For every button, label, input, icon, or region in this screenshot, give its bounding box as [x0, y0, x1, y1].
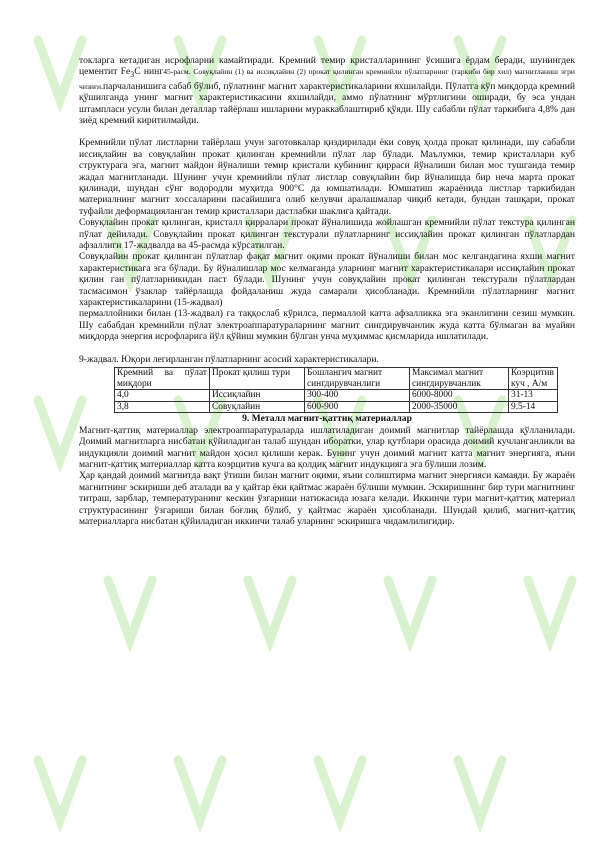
table-header-cell: Бошлангич магнит сингдирувчанлиги — [305, 368, 410, 390]
watermark-mark — [318, 760, 362, 820]
watermark-mark — [38, 760, 82, 820]
table-cell: Иссиқлайин — [210, 390, 305, 402]
table-caption: 9-жадвал. Юқори легирланган пўлатларнинг асосий характеристикалари. — [79, 353, 379, 365]
paragraph-hard-magnetic-materials: Магнит-қаттиқ материаллар электроаппаратураларда ишлатиладиган доимий магнитлар тайёрлашда қўлланилади. Доимий магнитларга нисбатан қўйиладиган талаб шундан иборатки, улар қутблари орасида доимий кучланганликли ва индукцияли доимий магнит майдон ҳосил қилиши керак. Бунинг учун доимий магнит катта магнит энергияга, яъни магнит-қаттиқ материаллар катта коэрцитив кучга ва қолдиқ магнит индукцияга эга бўлиши лозим. — [79, 424, 575, 471]
paragraph-textured-steel: Совуқлайин прокат қилинган, кристалл қирралари прокат йўналишида жойлашган кремнийли пўлат текстура қилинган пўлат дейилади. Совуқлайин прокат қилинган текстурали пўлатларнинг иссиқлайин прокат қилинган пўлатлардан афзаллиги 17-жадвалда ва 45-расмда кўрсатилган. — [79, 217, 575, 251]
watermark-mark — [528, 580, 572, 640]
table-header-cell: Кремний ва пўлат миқдори — [115, 368, 210, 390]
table-header-row — [115, 368, 558, 390]
watermark-mark — [38, 400, 82, 460]
table-cell: 9.5-14 — [509, 401, 558, 413]
table-cell: 2000-35000 — [410, 401, 509, 413]
text-part: парчаланишига сабаб бўлиб, пўлатнинг магнит характеристикаларини яхшилайди. Пўлатга кўп миқдорда кремний қўшилганда унинг магнит характеристикасини яхшилайди, аммо пўлатнинг мўртлигини оширади, бу эса ундан штампласи усули билан деталлар тайёрлаш ишларини мураккаблаштириб қўяди. Шу сабабли пўлат таркибига 4,8% дан зиёд кремний киритилмайди. — [79, 80, 575, 126]
table-header-cell: Коэрцитив куч , А/м — [509, 368, 558, 390]
subscript: 3 — [130, 70, 135, 80]
watermark-mark — [458, 760, 502, 820]
paragraph-cold-rolled: Совуқлайин прокат қилинган пўлатлар фақат магнит оқими прокат йўналиши билан мос келгандагина яхши магнит характеристикага эга бўлади. Бу йўналишлар мос келмаганда уларнинг магнит характеристикалари иссиқлайин прокат қилин ган пўлатларникидан паст бўлади. Шунинг учун совуқлайин прокат қилинган текстурали пўлатлардан тасмасимон ўзаклар тайёрлашда фойдаланиш жуда самарали ҳисобланади. Кремнийли пўлатларнинг магнит характеристикаларини (15-жадвал) — [79, 251, 575, 309]
text-part: C нинг — [134, 66, 164, 78]
watermark-mark — [388, 580, 432, 640]
watermark-mark — [108, 580, 152, 640]
watermark-mark — [248, 580, 292, 640]
paragraph-silicon-effects — [79, 55, 575, 126]
table-header-cell: Прокат қилиш тури — [210, 368, 305, 390]
paragraph-sheet-production: Кремнийли пўлат листларни тайёрлаш учун заготовкалар қиздирилади ёки совуқ ҳолда прокат қилинади, шу сабабли иссиқлайин ва совуқлайин прокат қилинган кремнийли пўлат лар бўлади. Маълумки, темир кристаллари куб структурага эга, магнит майдон йўналиши темир кристали кубининг қирраси йўналиши билан мос тушганда темир жадал магнитланади. Шунинг учун кремнийли пўлат листлар совуқлайин бир йўналишда бир неча марта прокат қилинади, шундан сўнг водородли муҳитда 900°С да юмшатилади. Юмшатиш жараёнида листлар таркибидан материалнинг магнит хоссаларини пасайишига олиб келувчи аралашмалар чиқиб кетади, бундан ташқари, прокат туфайли деформацияланган темир кристаллари дастлабки шаклига қайтади. — [79, 137, 575, 217]
text-part: токларга кетадиган исрофларни камайтиради. Кремний темир кристалларининг ўсишига ёрдам беради, шунингдек цементит Fe — [79, 55, 575, 78]
table-cell: 4,0 — [115, 390, 210, 402]
table-header-cell: Максимал магнит сингдирувчанлик — [410, 368, 509, 390]
document-body — [79, 55, 575, 528]
table-cell: 31-13 — [509, 390, 558, 402]
table-cell: Совуқлайин — [210, 401, 305, 413]
paragraph-magnet-aging: Ҳар қандай доимий магнитда вақт ўтиши билан магнит оқими, яъни солиштирма магнит энергияси камаяди. Бу жараён магнитнинг эскириши деб аталади ва у қайтар ёки қайтмас жараён бўлиши мумкин. Эскиришнинг бир тури магнитнинг титраш, зарблар, температуранинг кескин ўзгариши натижасида юзага келади. Иккинчи тури магнит-қаттиқ материал структурасининг ўзгариши билан боғлиқ бўлиб, у қайтмас жараён ҳисобланади. Шундай қилиб, магнит-қаттиқ материалларга нисбатан қўйиладиган иккинчи талаб уларнинг эскиришга чидамлилигидир. — [79, 470, 575, 528]
table-row — [115, 401, 558, 413]
table-cell: 3,8 — [115, 401, 210, 413]
table-row — [115, 390, 558, 402]
watermark-mark — [178, 760, 222, 820]
section-heading: 9. Металл магнит-қаттиқ материаллар — [242, 413, 412, 425]
table-cell: 600-900 — [305, 401, 410, 413]
table-cell: 6000-8000 — [410, 390, 509, 402]
watermark-mark — [38, 40, 82, 100]
figure-caption-inline: 45-расм. Совуқлайин (1) ва иссиқлайин (2) прокат қилинган кремнийли пўлатларнинг (таркиби бир хил) магнитланиш эгри чизиғи. — [79, 67, 575, 91]
characteristics-table — [114, 367, 558, 413]
paragraph-permalloy-comparison: пермаллойники билан (13-жадвал) га таққослаб кўрилса, пермаллой катта афзалликка эга эканлигини сезиш мумкин. Шу сабабдан кремнийли пўлат электроаппаратураларнинг магнит сингдирувчанлик жуда катта бўлмаган ва муайян миқдорда энергия исрофларига йўл қўйиш мумкин бўлган унча муҳиммас қисмларида ишлатилади. — [79, 308, 575, 343]
table-cell: 300-400 — [305, 390, 410, 402]
